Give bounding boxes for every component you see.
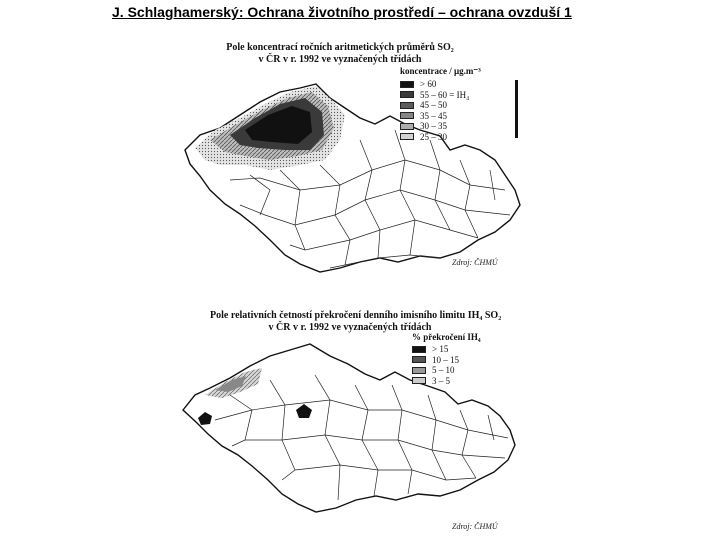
map-bottom-legend-label: 10 – 15 <box>432 354 459 365</box>
map-bottom-legend-swatch <box>412 377 426 384</box>
map-bottom-legend-heading: % překročení IH₄ <box>412 332 481 342</box>
map-top-legend-label: 30 – 35 <box>420 121 447 132</box>
map-top-legend-label: 55 – 60 = IH₄ <box>420 89 470 100</box>
map-top-title-line2: v ČR v r. 1992 ve vyznačených třídách <box>258 54 422 65</box>
map-top-legend-label: 35 – 45 <box>420 110 447 121</box>
map-bottom-legend-item <box>412 365 481 376</box>
map-top-legend-label: > 60 <box>420 79 437 90</box>
map-bottom-legend-swatch <box>412 346 426 353</box>
page-header-title: J. Schlaghamerský: Ochrana životního prostředí – ochrana ovzduší 1 <box>112 4 572 20</box>
map-top-legend-label: 25 – 30 <box>420 131 447 142</box>
map-bottom-legend-item <box>412 344 481 355</box>
map-top-legend-label: 45 – 50 <box>420 100 447 111</box>
map-top-title-line1: Pole koncentrací ročních aritmetických průměrů SO₂ <box>226 42 454 53</box>
map-bottom-title-line1: Pole relativních četností překročení denního imisního limitu IH₄ SO₂ <box>210 310 502 321</box>
map-bottom-legend <box>412 332 481 386</box>
map-bottom-legend-label: 3 – 5 <box>432 375 450 386</box>
map-bottom-legend-swatch <box>412 367 426 374</box>
map-top-legend-heading: koncentrace / µg.m⁻³ <box>400 66 481 76</box>
map-bottom-legend-label: > 15 <box>432 344 449 355</box>
map-bottom-source: Zdroj: ČHMÚ <box>452 522 498 531</box>
map-bottom-legend-item <box>412 355 481 366</box>
map-top-source: Zdroj: ČHMÚ <box>452 258 498 267</box>
map-bottom-title-line2: v ČR v r. 1992 ve vyznačených třídách <box>268 322 432 333</box>
map-bottom-legend-swatch <box>412 356 426 363</box>
map-bottom-legend-label: 5 – 10 <box>432 365 455 376</box>
map-bottom-legend-item <box>412 376 481 387</box>
